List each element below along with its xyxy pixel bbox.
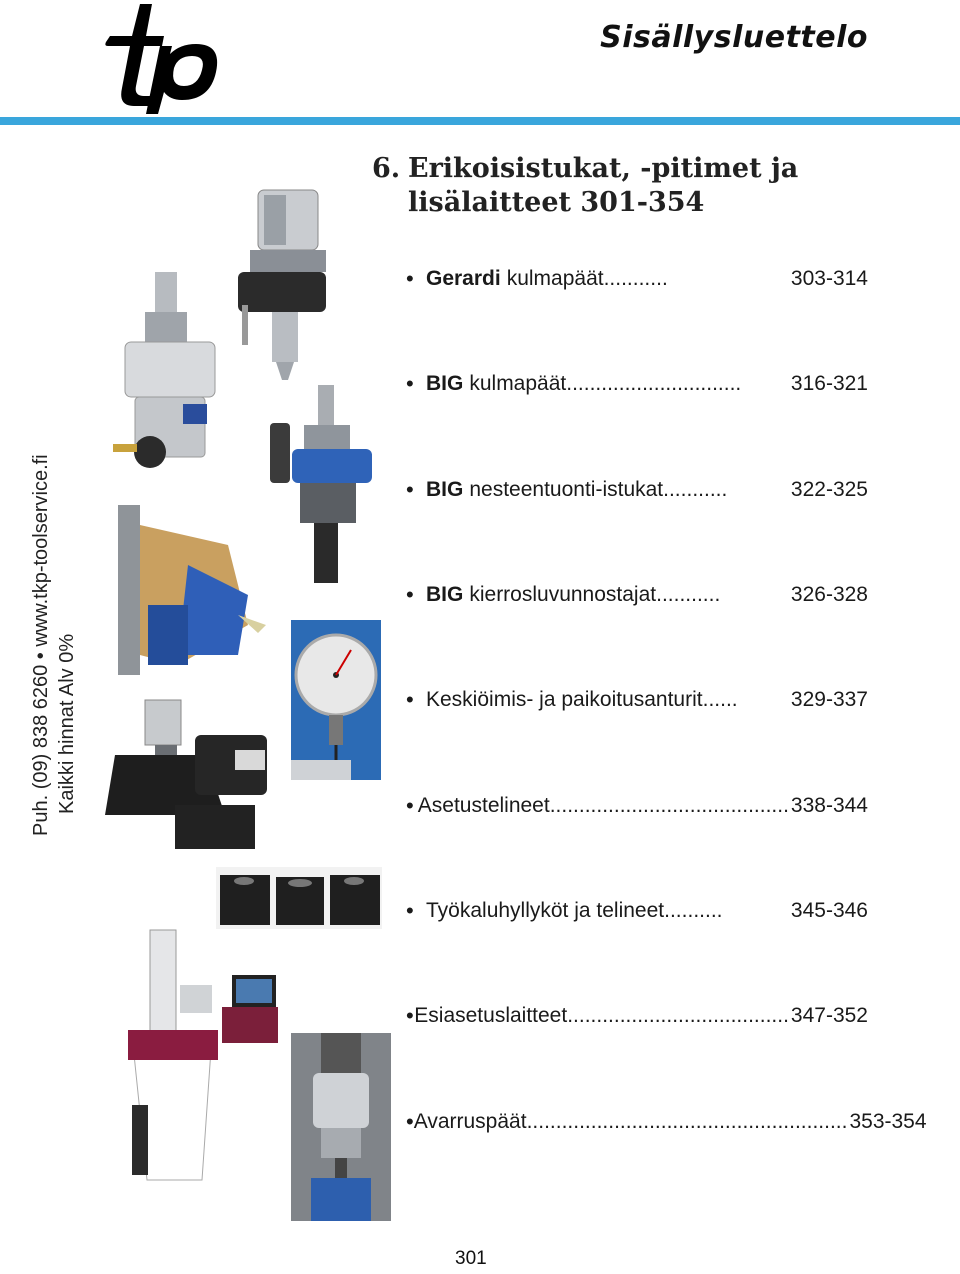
angle-head-photo-1 bbox=[228, 185, 328, 380]
section-title-line2: lisälaitteet 301-354 bbox=[408, 187, 705, 218]
toc-pages: 329-337 bbox=[790, 688, 868, 711]
toc-pages: 316-321 bbox=[790, 372, 868, 395]
toc-brand: Gerardi bbox=[426, 267, 501, 290]
contact-line: Puh. (09) 838 6260 • www.tkp-toolservice.fi bbox=[30, 454, 52, 836]
angle-head-photo-2 bbox=[105, 272, 225, 487]
toc-item: • Keskiöimis- ja paikoitusanturit ...... 329-337 bbox=[406, 684, 868, 716]
toc-leader: ........... bbox=[663, 478, 728, 501]
toc-item: • Avarruspäät ....................................................... 353-354 bbox=[406, 1106, 868, 1138]
toc-brand: BIG bbox=[426, 583, 464, 606]
presetter-machine-photo bbox=[112, 925, 282, 1185]
toc-pages: 322-325 bbox=[790, 478, 868, 501]
toc-item: • Asetustelineet ......................................... 338-344 bbox=[406, 790, 868, 822]
header-divider bbox=[0, 117, 960, 125]
toc-item: • Esiasetuslaitteet ...................................... 347-352 bbox=[406, 1000, 868, 1032]
toc-pages: 345-346 bbox=[790, 899, 868, 922]
toc-label: Työkaluhyllyköt ja telineet bbox=[426, 899, 665, 922]
toc-pages: 353-354 bbox=[849, 1110, 927, 1133]
toc-item: • BIG nesteentuonti-istukat ........... 322-325 bbox=[406, 474, 868, 506]
toc-pages: 303-314 bbox=[790, 267, 868, 290]
toc-label: kulmapäät bbox=[506, 267, 604, 290]
section-title bbox=[372, 152, 892, 220]
section-number: 6. bbox=[372, 153, 401, 184]
toc-leader: ...... bbox=[702, 688, 738, 711]
sidebar-contact bbox=[28, 416, 88, 836]
section-title-line1: Erikoisistukat, -pitimet ja bbox=[408, 153, 799, 184]
toc-label: kulmapäät bbox=[469, 372, 567, 395]
tkp-logo bbox=[100, 2, 230, 114]
price-note: Kaikki hinnat Alv 0% bbox=[56, 633, 78, 814]
toc-leader: ........... bbox=[656, 583, 721, 606]
toc-leader: .............................. bbox=[566, 372, 742, 395]
toc-item: • Työkaluhyllyköt ja telineet .......... 345-346 bbox=[406, 895, 868, 927]
toc-label: nesteentuonti-istukat bbox=[469, 478, 664, 501]
toc-label: Keskiöimis- ja paikoitusanturit bbox=[426, 688, 703, 711]
boring-head-photo bbox=[291, 1033, 391, 1221]
page-number: 301 bbox=[455, 1248, 487, 1269]
toc-brand: BIG bbox=[426, 478, 464, 501]
setting-fixture-photo bbox=[105, 695, 275, 850]
toc-leader: ....................................................... bbox=[526, 1110, 848, 1133]
toc-leader: .......... bbox=[664, 899, 723, 922]
toc-leader: ......................................... bbox=[549, 794, 789, 817]
toc-item: • Gerardi kulmapäät ........... 303-314 bbox=[406, 263, 868, 295]
coolant-holder-photo bbox=[270, 385, 385, 585]
toc-label: Avarruspäät bbox=[413, 1110, 527, 1133]
toc-pages: 326-328 bbox=[790, 583, 868, 606]
toc-leader: ........... bbox=[603, 267, 668, 290]
toc-label: Asetustelineet bbox=[417, 794, 550, 817]
toc-label: kierrosluvunnostajat bbox=[469, 583, 657, 606]
toc-pages: 338-344 bbox=[790, 794, 868, 817]
tool-blocks-photo bbox=[216, 867, 382, 929]
toc-item: • BIG kierrosluvunnostajat ........... 326-328 bbox=[406, 579, 868, 611]
page-header-title: Sisällysluettelo bbox=[600, 20, 868, 55]
toc-leader: ...................................... bbox=[567, 1004, 789, 1027]
speed-increaser-photo bbox=[118, 505, 268, 675]
centering-gauge-photo bbox=[291, 620, 381, 780]
toc-pages: 347-352 bbox=[790, 1004, 868, 1027]
toc-item: • BIG kulmapäät .............................. 316-321 bbox=[406, 368, 868, 400]
toc-brand: BIG bbox=[426, 372, 464, 395]
toc-label: Esiasetuslaitteet bbox=[414, 1004, 568, 1027]
